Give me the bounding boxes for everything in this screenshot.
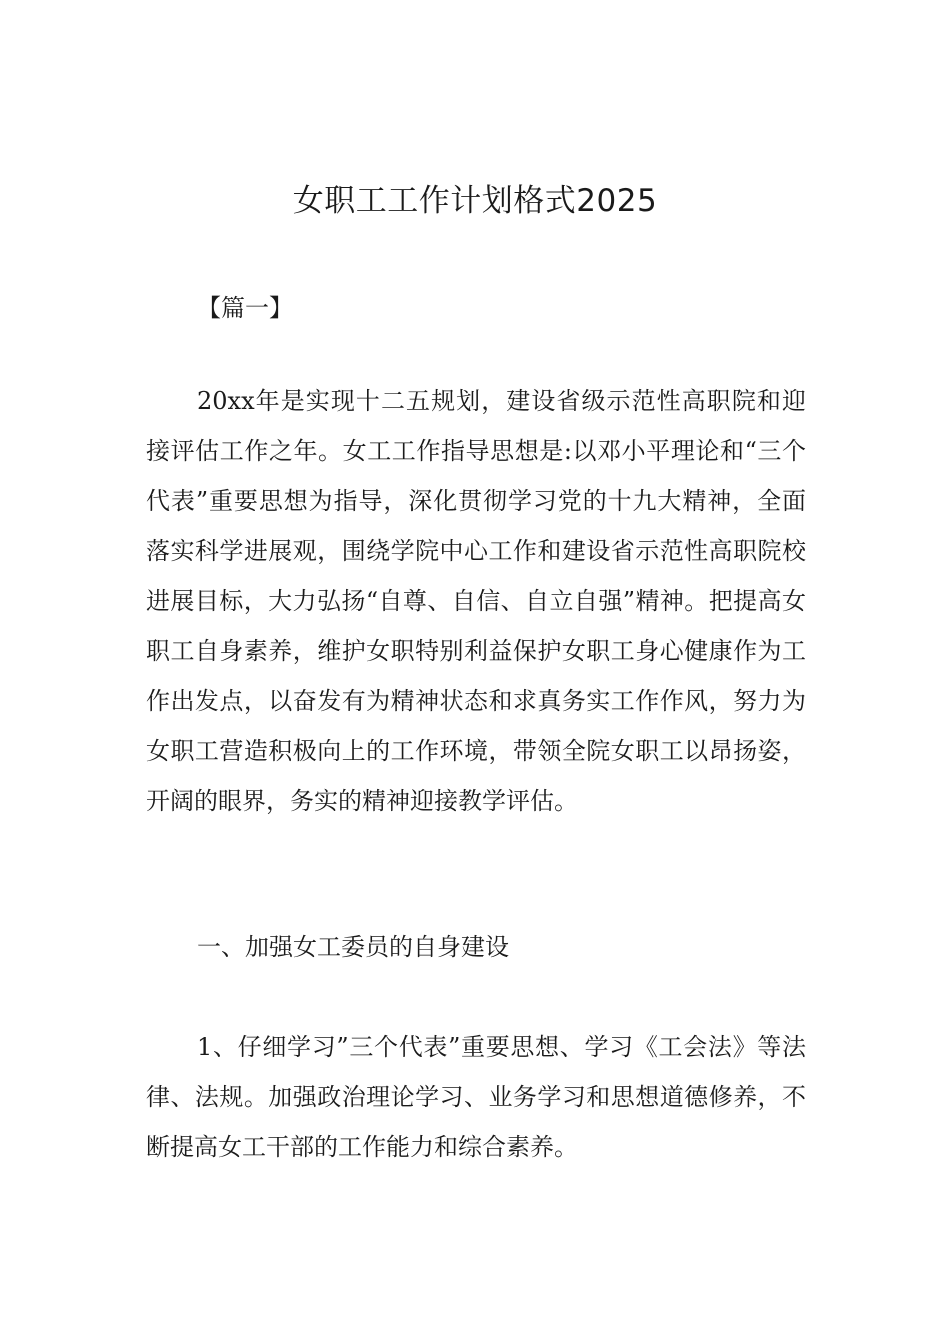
section-heading-1: 一、加强女工委员的自身建设 (197, 933, 509, 961)
paragraph-intro: 20xx年是实现十二五规划，建设省级示范性高职院和迎接评估工作之年。女工工作指导思想是:以邓小平理论和“三个代表”重要思想为指导，深化贯彻学习党的十九大精神，全面落实科学进展观，围绕学院中心工作和建设省示范性高职院校进展目标，大力弘扬“自尊、自信、自立自强”精神。把提高女职工自身素养，维护女职特别利益保护女职工身心健康作为工作出发点，以奋发有为精神状态和求真务实工作作风，努力为女职工营造积极向上的工作环境，带领全院女职工以昂扬姿，开阔的眼界，务实的精神迎接教学评估。 (146, 387, 806, 815)
section-label: 【篇一】 (197, 294, 293, 322)
document-title: 女职工工作计划格式2025 (292, 183, 658, 219)
paragraph-item-1: 1、仔细学习”三个代表”重要思想、学习《工会法》等法律、法规。加强政治理论学习、业务学习和思想道德修养，不断提高女工干部的工作能力和综合素养。 (146, 1033, 806, 1161)
